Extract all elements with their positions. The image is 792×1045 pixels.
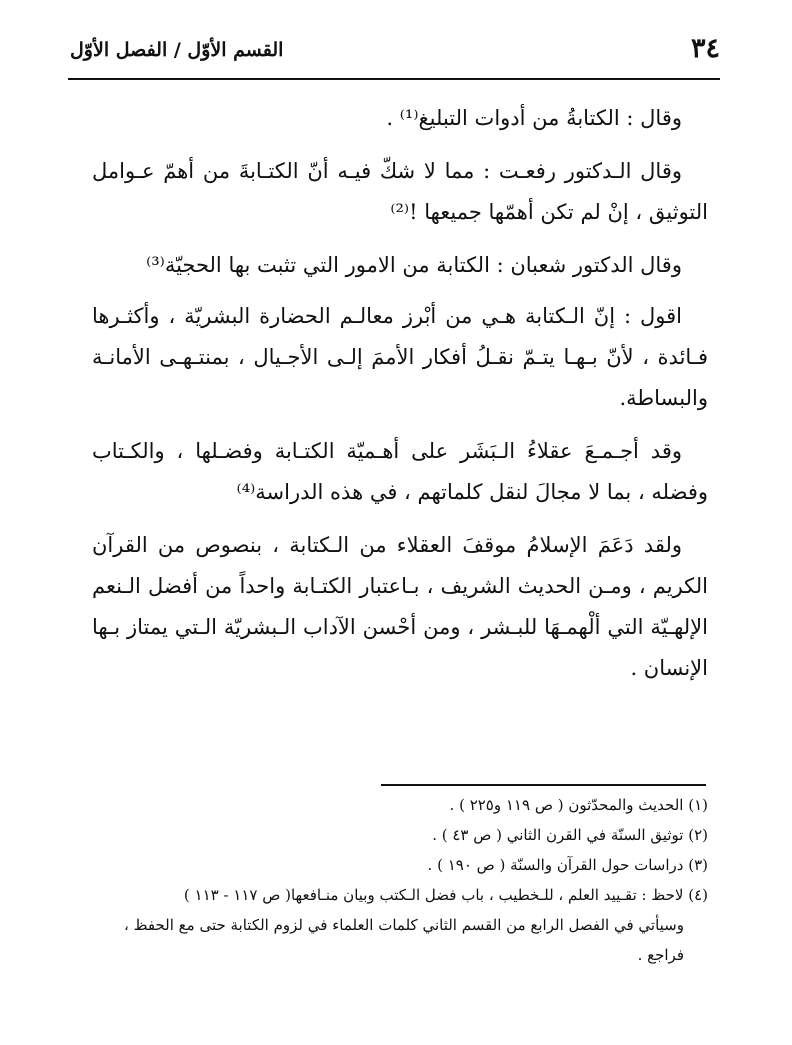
footnote-rule bbox=[381, 784, 706, 786]
footnote-1: (١) الحديث والمحدّثون ( ص ١١٩ و٢٢٥ ) . bbox=[449, 796, 708, 814]
paragraph-rifaat: وقال الـدكتور رفعـت : مما لا شكّ فيـه أنّ الكتـابةَ من أهمّ عـوامل التوثيق ، إنْ لم تكن أهمّها جميعها !⁽²⁾ bbox=[92, 159, 708, 224]
footnote-2: (٢) توثيق السنّة في القرن الثاني ( ص ٤٣ ) . bbox=[432, 826, 708, 844]
paragraph-author-view: اقول : إنّ الـكتابة هـي من أبْرز معالـم الحضارة البشريّة ، وأكثـرها فـائدة ، لأنّ بـهـا يتـمّ نقـلُ أفكار الأممَ إلـى الأجـيال ، بمنتـهـى الأمانـة والبساطة. bbox=[92, 304, 708, 410]
page-header bbox=[70, 30, 720, 74]
footnotes bbox=[86, 790, 708, 970]
header-rule bbox=[68, 78, 720, 80]
paragraph-shaaban: وقال الدكتور شعبان : الكتابة من الامور التي تثبت بها الحجيّة⁽³⁾ bbox=[146, 253, 682, 277]
body-text bbox=[92, 98, 708, 701]
paragraph-consensus: وقد أجـمـعَ عقلاءُ الـبَشَر على أهـميّة الكتـابة وفضـلها ، والكـتاب وفضله ، بما لا مجالَ لنقل كلماتهم ، في هذه الدراسة⁽⁴⁾ bbox=[92, 439, 708, 504]
paragraph-islam: ولقد دَعَمَ الإسلامُ موقفَ العقلاء من الـكتابة ، بنصوص من القرآن الكريم ، ومـن الحديث الشريف ، بـاعتبار الكتـابة واحداً من أفضل الـنعم الإلهـيّة التي ألْهمـهَا للبـشر ، ومن أحْسن الآداب الـبشريّة الـتي يمتاز بـها الإنسان . bbox=[92, 533, 708, 680]
running-title: القسم الأوّل / الفصل الأوّل bbox=[70, 39, 284, 61]
footnote-4: (٤) لاحظ : تقـييد العلم ، للـخطيب ، باب فضل الـكتب وبيان منـافعها( ص ١١٧ - ١١٣ ) bbox=[183, 886, 708, 904]
footnote-4-continuation: وسيأتي في الفصل الرابع من القسم الثاني كلمات العلماء في لزوم الكتابة حتى مع الحفظ ، فراجع . bbox=[124, 916, 684, 964]
page-number: ٣٤ bbox=[690, 33, 720, 64]
footnote-3: (٣) دراسات حول القرآن والسنّة ( ص ١٩٠ ) . bbox=[427, 856, 708, 874]
paragraph-quote-writing: وقال : الكتابةُ من أدوات التبليغ⁽¹⁾ . bbox=[386, 106, 682, 130]
